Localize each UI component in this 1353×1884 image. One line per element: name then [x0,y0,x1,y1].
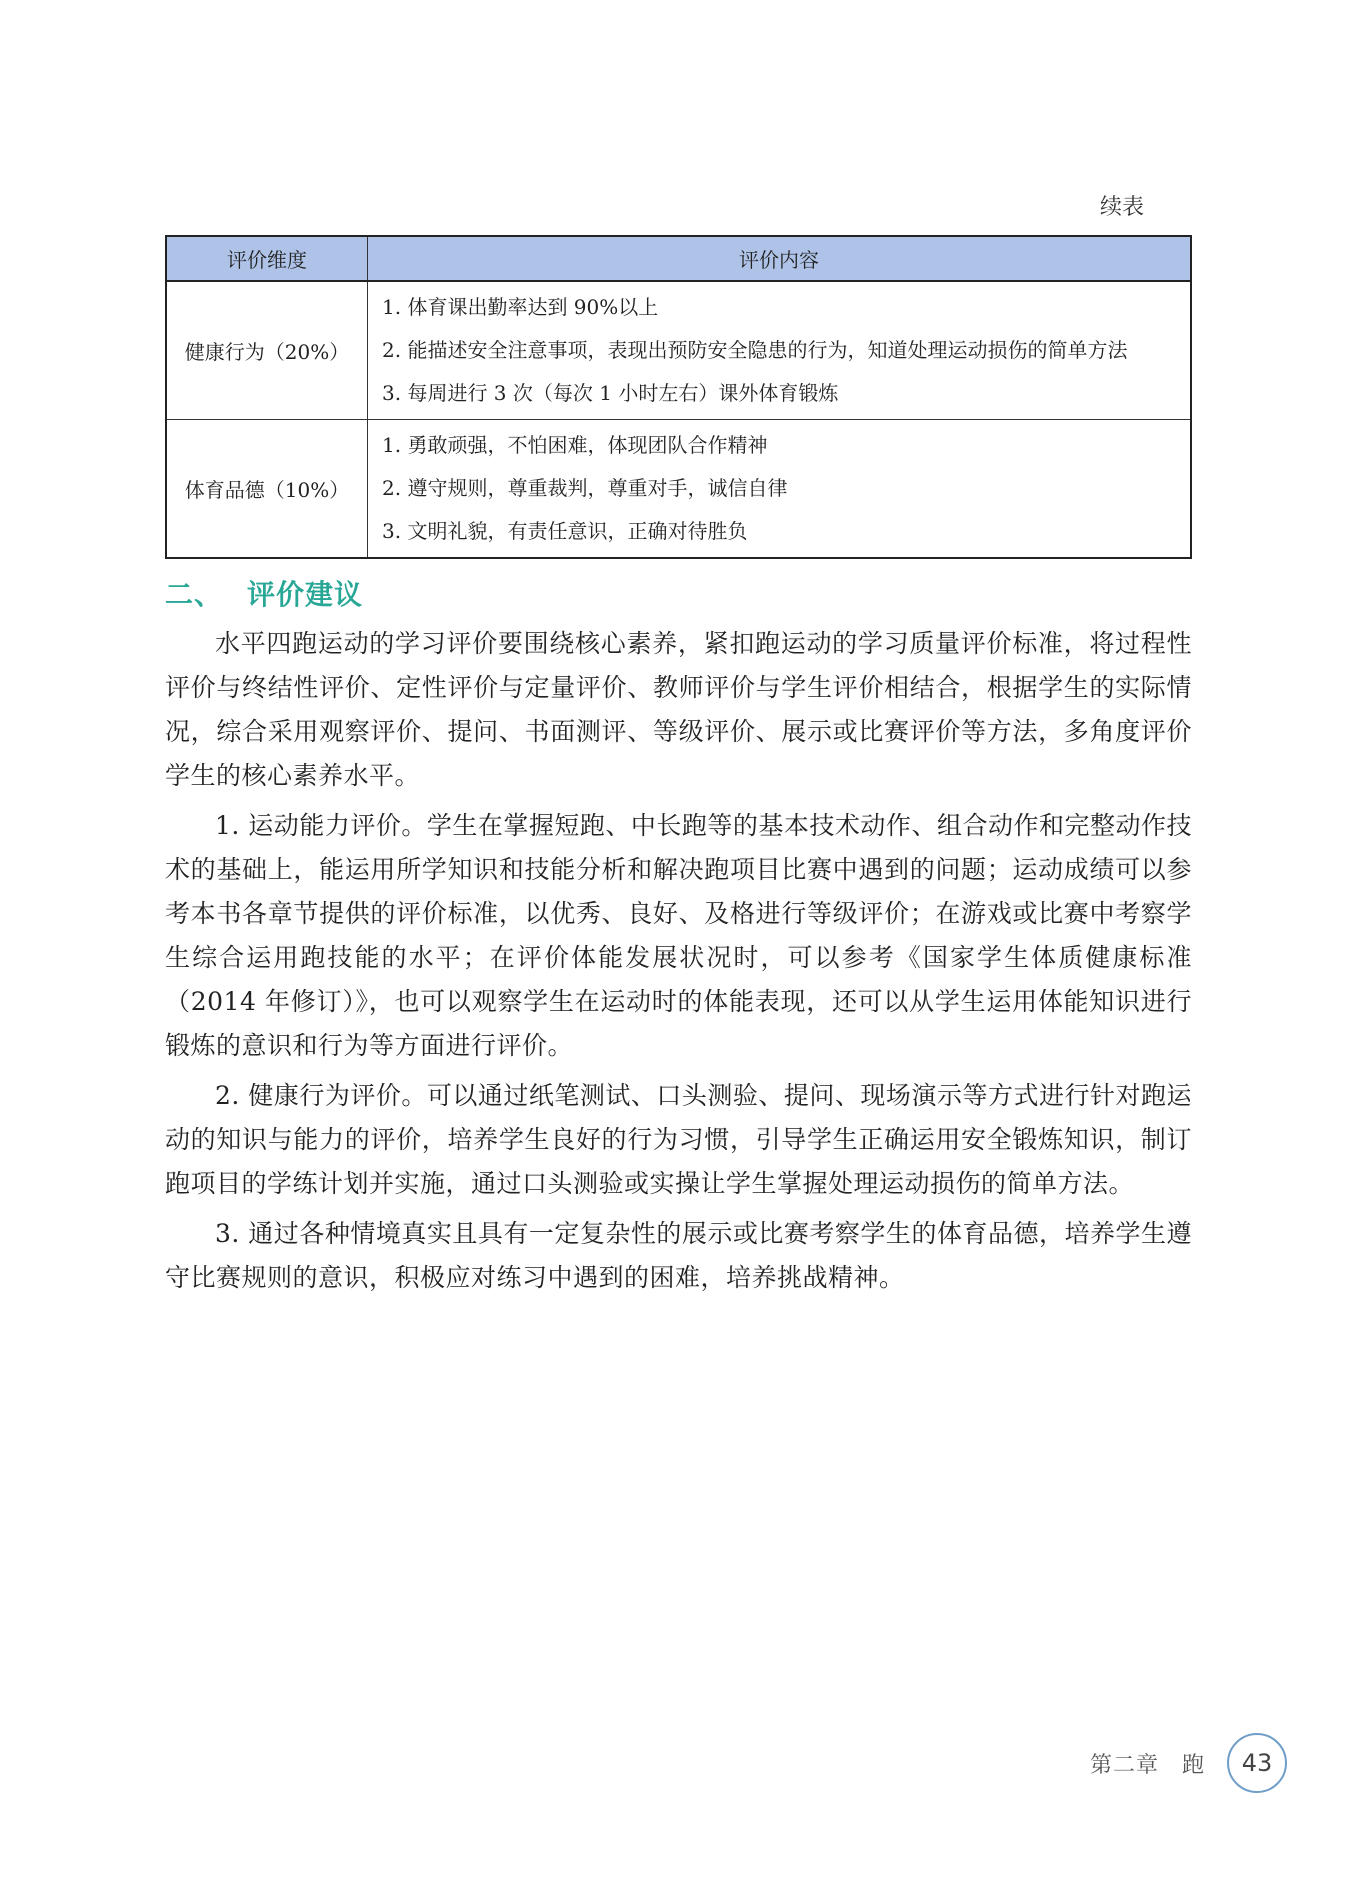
content-item: 1. 勇敢顽强，不怕困难，体现团队合作精神 [382,433,768,457]
paragraph-intro: 水平四跑运动的学习评价要围绕核心素养，紧扣跑运动的学习质量评价标准，将过程性评价与终结性评价、定性评价与定量评价、教师评价与学生评价相结合，根据学生的实际情况，综合采用观察评价、提问、书面测评、等级评价、展示或比赛评价等方法，多角度评价学生的核心素养水平。 [165,629,1192,790]
evaluation-table [165,235,1192,559]
content-item: 2. 能描述安全注意事项，表现出预防安全隐患的行为，知道处理运动损伤的简单方法 [382,338,1128,362]
content-cell [368,281,1192,420]
content-item: 3. 每周进行 3 次（每次 1 小时左右）课外体育锻炼 [382,381,839,405]
content-cell [368,420,1192,559]
dimension-cell: 体育品德（10%） [166,420,368,559]
section-heading [165,573,363,613]
section-title: 评价建议 [247,578,364,611]
header-dimension: 评价维度 [166,236,368,281]
header-content: 评价内容 [368,236,1192,281]
table-header-row [166,236,1191,281]
content-item: 2. 遵守规则，尊重裁判，尊重对手，诚信自律 [382,476,788,500]
continued-label: 续表 [1100,195,1145,220]
dimension-cell: 健康行为（20%） [166,281,368,420]
section-number: 二、 [165,578,224,611]
paragraph-health-behavior: 2. 健康行为评价。可以通过纸笔测试、口头测验、提问、现场演示等方式进行针对跑运动的知识与能力的评价，培养学生良好的行为习惯，引导学生正确运用安全锻炼知识，制订跑项目的学练计划并实施，通过口头测验或实操让学生掌握处理运动损伤的简单方法。 [165,1081,1192,1198]
content-item: 1. 体育课出勤率达到 90%以上 [382,295,659,319]
content-item: 3. 文明礼貌，有责任意识，正确对待胜负 [382,519,748,543]
page-number: 43 [1227,1733,1287,1793]
page-footer [1090,1733,1287,1793]
table-row [166,281,1191,420]
paragraph-motor-ability: 1. 运动能力评价。学生在掌握短跑、中长跑等的基本技术动作、组合动作和完整动作技术的基础上，能运用所学知识和技能分析和解决跑项目比赛中遇到的问题；运动成绩可以参考本书各章节提供的评价标准，以优秀、良好、及格进行等级评价；在游戏或比赛中考察学生综合运用跑技能的水平；在评价体能发展状况时，可以参考《国家学生体质健康标准（2014 年修订）》，也可以观察学生在运动时的体能表现，还可以从学生运用体能知识进行锻炼的意识和行为等方面进行评价。 [165,811,1192,1060]
paragraph-sports-ethics: 3. 通过各种情境真实且具有一定复杂性的展示或比赛考察学生的体育品德，培养学生遵守比赛规则的意识，积极应对练习中遇到的困难，培养挑战精神。 [165,1219,1192,1292]
table-row [166,420,1191,559]
body-text [165,622,1192,1306]
chapter-label: 第二章 跑 [1090,1752,1206,1778]
